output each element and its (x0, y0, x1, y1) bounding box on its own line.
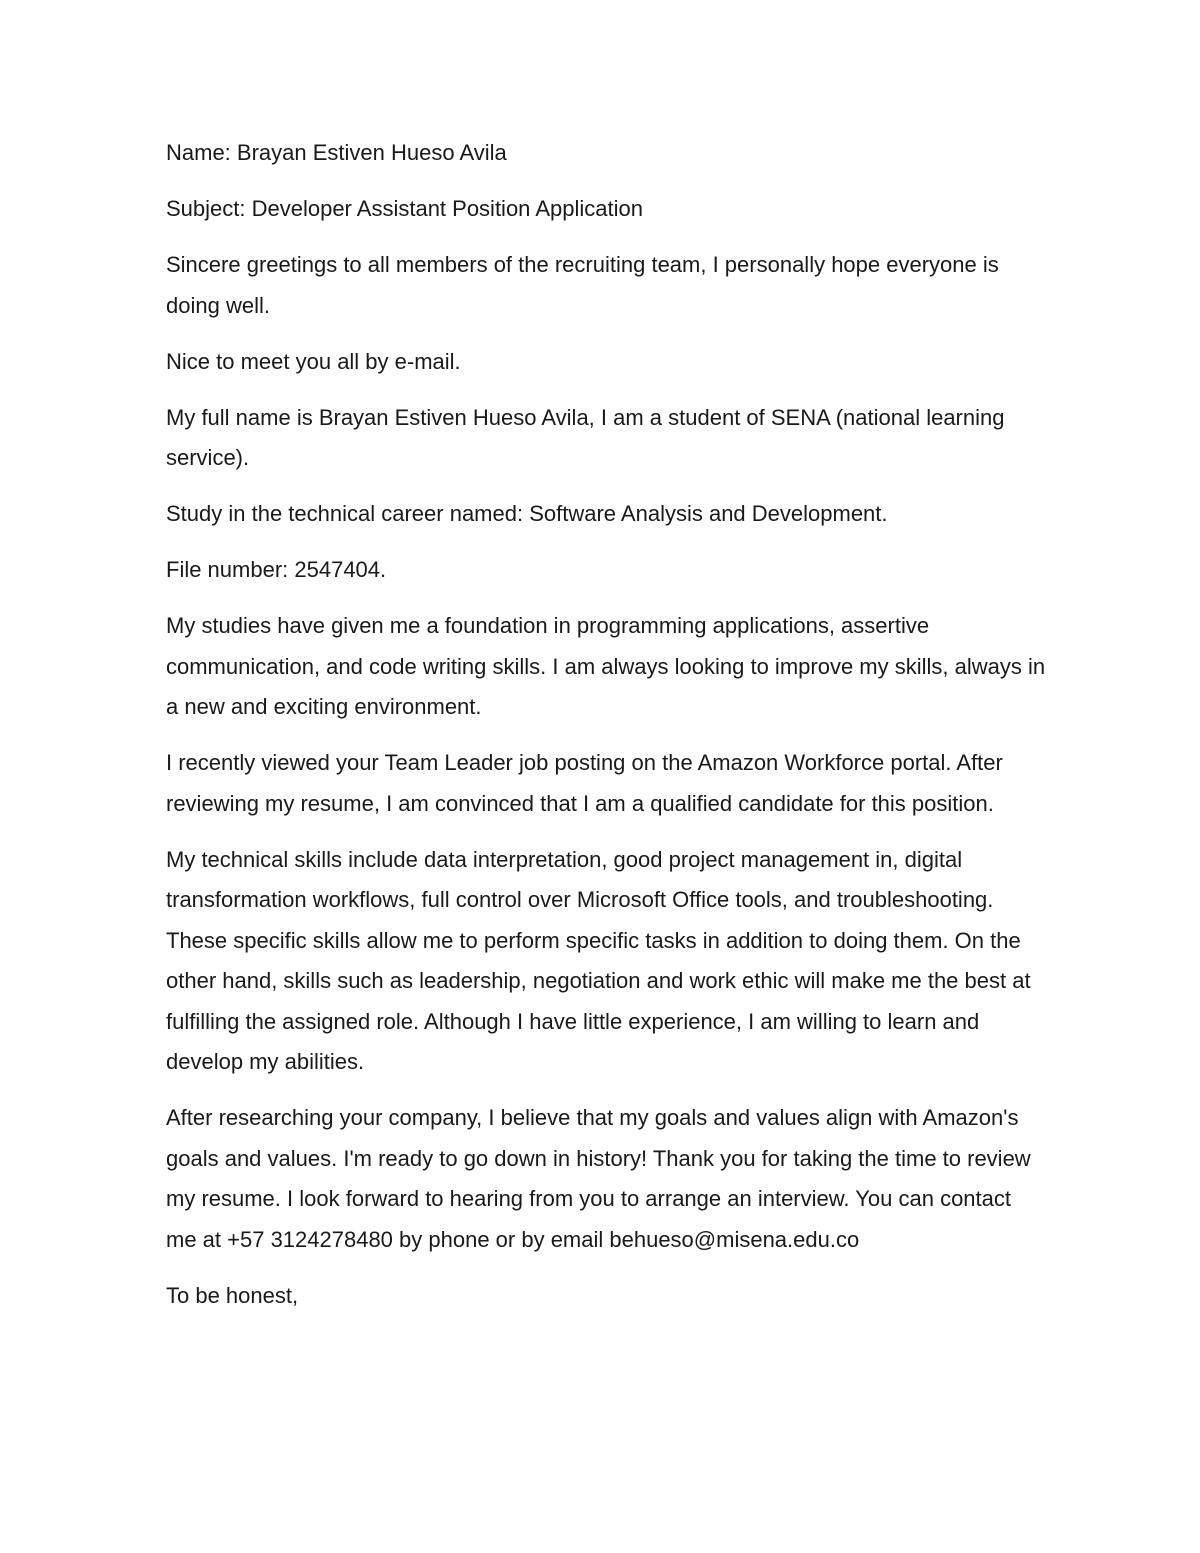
sign-off: To be honest, (166, 1282, 299, 1308)
greeting-paragraph: Sincere greetings to all members of the recruiting team, I personally hope everyone is doing well. (166, 252, 999, 318)
studies-paragraph: My studies have given me a foundation in programming applications, assertive communication, and code writing skills. I am always looking to improve my skills, always in a new and exciting environment. (166, 613, 1046, 719)
skills-paragraph: My technical skills include data interpretation, good project management in, digital transformation workflows, full control over Microsoft Office tools, and troubleshooting. These specific skills allow me to perform specific tasks in addition to doing them. On the other hand, skills such as leadership, negotiation and work ethic will make me the best at fulfilling the assigned role. Although I have little experience, I am willing to learn and develop my abilities. (166, 846, 1031, 1074)
nice-to-meet-paragraph: Nice to meet you all by e-mail. (166, 348, 461, 374)
file-number-paragraph: File number: 2547404. (166, 557, 387, 582)
job-posting-paragraph: I recently viewed your Team Leader job posting on the Amazon Workforce portal. After reviewing my resume, I am convinced that I am a qualified candidate for this position. (166, 750, 1003, 816)
intro-paragraph: My full name is Brayan Estiven Hueso Avila, I am a student of SENA (national learning service). (166, 404, 1005, 470)
letter-body (166, 133, 1046, 1332)
study-paragraph: Study in the technical career named: Software Analysis and Development. (166, 501, 888, 526)
name-line: Name: Brayan Estiven Hueso Avila (166, 140, 507, 165)
closing-paragraph: After researching your company, I believe that my goals and values align with Amazon's goals and values. I'm ready to go down in history! Thank you for taking the time to review my resume. I look forward to hearing from you to arrange an interview. You can contact me at +57 3124278480 by phone or by email behueso@misena.edu.co (166, 1105, 1031, 1252)
subject-line: Subject: Developer Assistant Position Application (166, 196, 643, 221)
